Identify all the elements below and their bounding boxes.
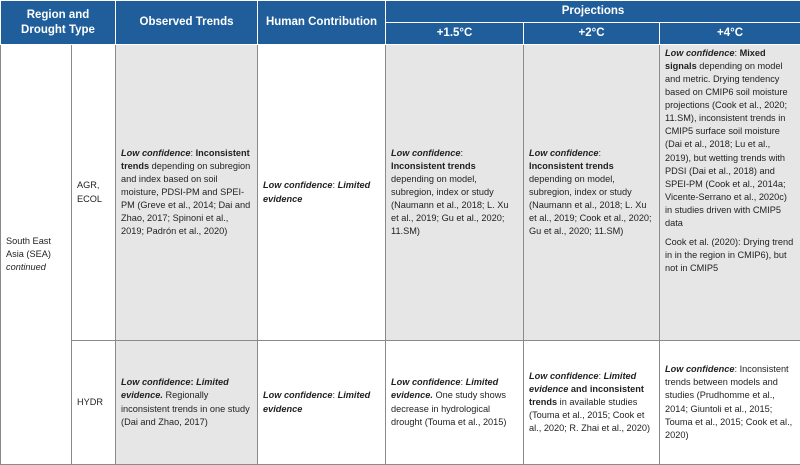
drought-type-agr-ecol: AGR, ECOL [72, 45, 116, 341]
confidence-label: Low confidence [391, 147, 461, 158]
hydr-projection-1-5c: Low confidence: Limited evidence. One study shows decrease in hydrological drought (Touma et al., 2015) [386, 341, 524, 465]
agr-4c-main: Low confidence: Mixed signals depending on model and metric. Drying tendency based on CMIP6 soil moisture projections (Cook et al., 2020; 11.SM), inconsistent trends in CMIP5 surface soil moisture (Dai et al., 2018; Lu et al., 2019), but wetting trends with PDSI (Dai et al., 2018) and SPEI-PM (Cook et al., 2014a; Vicente-Serrano et al., 2020c) in studies driven with CMIP5 data [665, 48, 788, 228]
confidence-label: Low confidence [529, 147, 599, 158]
header-region: Region and Drought Type [1, 1, 116, 45]
confidence-label: Low confidence [665, 48, 735, 58]
confidence-label: Low confidence [665, 364, 735, 375]
key-finding: Limited evidence [263, 180, 371, 204]
key-finding: Inconsistent trends [121, 147, 250, 171]
agr-human-contribution: Low confidence: Limited evidence [258, 45, 386, 341]
confidence-label: Low confidence [263, 180, 333, 191]
confidence-label: Low confidence [529, 370, 599, 381]
key-finding: Limited evidence. [121, 377, 229, 401]
confidence-label: Low confidence [121, 377, 191, 388]
hydr-human-contribution: Low confidence: Limited evidence [258, 341, 386, 465]
agr-observed-trends: Low confidence: Inconsistent trends depending on subregion and index based on soil moisture, PDSI-PM and SPEI-PM (Greve et al., 2014; Dai and Zhao, 2017; Spinoni et al., 2019; Padrón et al., 2020) [116, 45, 258, 341]
agr-projection-1-5c: Low confidence: Inconsistent trends depending on model, subregion, index or study (Naumann et al., 2018; L. Xu et al., 2019; Gu et al., 2020; 11.SM) [386, 45, 524, 341]
header-observed-trends: Observed Trends [116, 1, 258, 45]
key-finding: Inconsistent trends [529, 160, 614, 171]
confidence-label: Low confidence [391, 377, 461, 388]
header-2c: +2°C [524, 23, 660, 45]
key-finding: Mixed signals [665, 48, 766, 72]
hydr-observed-trends: Low confidence: Limited evidence. Regionally inconsistent trends in one study (Dai and Zhao, 2017) [116, 341, 258, 465]
agr-projection-2c: Low confidence: Inconsistent trends depending on model, subregion, index or study (Naumann et al., 2018; L. Xu et al., 2019; Cook et al., 2020; Gu et al., 2020; 11.SM) [524, 45, 660, 341]
evidence-text: in available studies (Touma et al., 2015; Cook et al., 2020; R. Zhai et al., 2020) [529, 396, 651, 434]
key-finding: Limited evidence [263, 390, 371, 414]
evidence-text: Regionally inconsistent trends in one study (Dai and Zhao, 2017) [121, 390, 250, 427]
evidence-text: One study shows decrease in hydrological drought (Touma et al., 2015) [391, 390, 507, 427]
region-cell [1, 45, 72, 465]
evidence-text: Inconsistent trends between models and studies (Prudhomme et al., 2014; Giuntoli et al., 2015; Touma et al., 2015; Cook et al., 2020) [665, 364, 793, 440]
evidence-text: depending on model, subregion, index or study (Naumann et al., 2018; L. Xu et al., 2019; Cook et al., 2020; Gu et al., 2020; 11.SM) [529, 173, 652, 237]
header-human-contribution: Human Contribution [258, 1, 386, 45]
region-continued: continued [6, 262, 46, 273]
agr-4c-note: Cook et al. (2020): Drying trend in in the region in CMIP6), but not in CMIP5 [665, 236, 794, 273]
hydr-projection-4c: Low confidence: Inconsistent trends between models and studies (Prudhomme et al., 2014; Giuntoli et al., 2015; Touma et al., 2015; Cook et al., 2020) [660, 341, 800, 465]
agr-projection-4c [660, 45, 800, 341]
key-finding-secondary: inconsistent trends [529, 383, 644, 407]
key-finding: Limited evidence [529, 370, 637, 394]
header-1-5c: +1.5°C [386, 23, 524, 45]
key-finding: Inconsistent trends [391, 160, 476, 171]
drought-type-hydr: HYDR [72, 341, 116, 465]
confidence-label: Low confidence [263, 390, 333, 401]
evidence-text: depending on model, subregion, index or study (Naumann et al., 2018; L. Xu et al., 2019; Gu et al., 2020; 11.SM) [391, 173, 509, 237]
confidence-label: Low confidence [121, 147, 191, 158]
evidence-text: depending on model and metric. Drying tendency based on CMIP6 soil moisture projections (Cook et al., 2020; 11.SM), inconsistent trends in CMIP5 surface soil moisture (Dai et al., 2018; Lu et al., 2019), but wetting trends with PDSI (Dai et al., 2018) and SPEI-PM (Cook et al., 2014a; Vicente-Serrano et al., 2020c) in studies driven with CMIP5 data [665, 61, 788, 228]
key-finding: Limited evidence. [391, 377, 499, 401]
hydr-projection-2c: Low confidence: Limited evidence and inconsistent trends in available studies (Touma et al., 2015; Cook et al., 2020; R. Zhai et al., 2020) [524, 341, 660, 465]
header-projections: Projections [386, 1, 800, 23]
evidence-text: depending on subregion and index based on soil moisture, PDSI-PM and SPEI-PM (Greve et al., 2014; Dai and Zhao, 2017; Spinoni et al., 2019; Padrón et al., 2020) [121, 160, 251, 237]
header-4c: +4°C [660, 23, 800, 45]
region-name: South East Asia (SEA) [6, 235, 51, 259]
